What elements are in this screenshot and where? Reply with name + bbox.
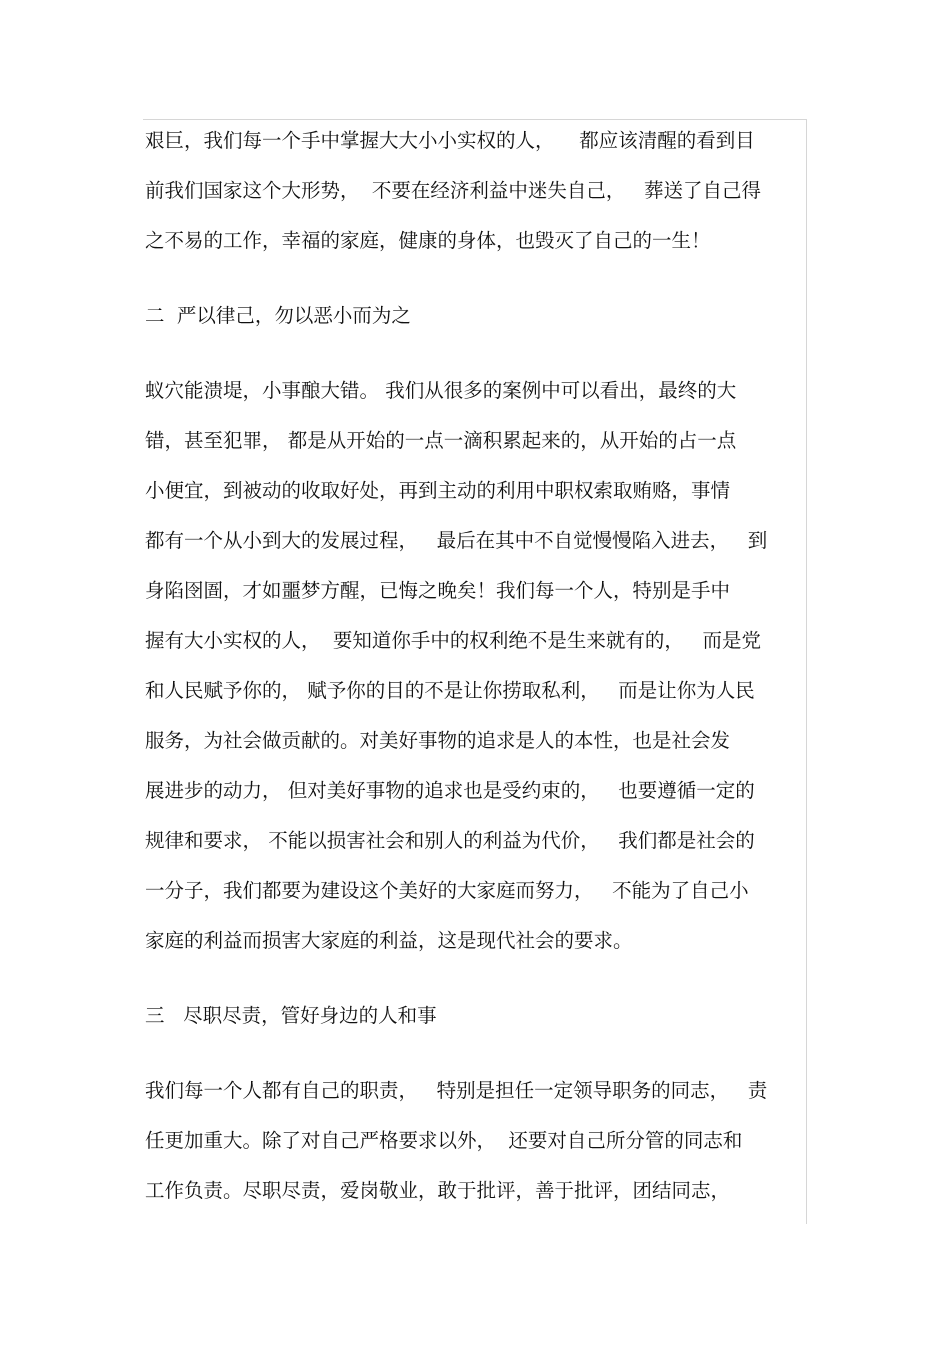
paragraph-line: 一分子，我们都要为建设这个美好的大家庭而努力， 不能为了自己小 (145, 879, 749, 902)
paragraph-line: 规律和要求， 不能以损害社会和别人的利益为代价， 我们都是社会的 (145, 829, 755, 852)
paragraph-line: 之不易的工作，幸福的家庭，健康的身体，也毁灭了自己的一生！ (145, 229, 711, 252)
paragraph-gap (145, 966, 807, 991)
paragraph-gap (145, 266, 807, 291)
paragraph-gap (145, 341, 807, 366)
paragraph-line: 都有一个从小到大的发展过程， 最后在其中不自觉慢慢陷入进去， 到 (145, 529, 768, 552)
paragraph-line: 任更加重大。除了对自己严格要求以外， 还要对自己所分管的同志和 (145, 1129, 743, 1152)
paragraph-line: 错，甚至犯罪， 都是从开始的一点一滴积累起来的，从开始的占一点 (145, 429, 737, 452)
paragraph-gap (145, 1041, 807, 1066)
paragraph-line: 和人民赋予你的， 赋予你的目的不是让你捞取私利， 而是让你为人民 (145, 679, 755, 702)
paragraph-line: 身陷囹圄，才如噩梦方醒，已悔之晚矣！我们每一个人，特别是手中 (145, 579, 731, 602)
paragraph-line: 家庭的利益而损害大家庭的利益，这是现代社会的要求。 (145, 929, 633, 952)
document-body (145, 116, 807, 1216)
paragraph-line: 蚁穴能溃堤，小事酿大错。 我们从很多的案例中可以看出，最终的大 (145, 379, 737, 402)
paragraph-3 (145, 1066, 807, 1216)
paragraph-line: 展进步的动力， 但对美好事物的追求也是受约束的， 也要遵循一定的 (145, 779, 755, 802)
paragraph-1 (145, 116, 807, 266)
paragraph-line: 工作负责。尽职尽责，爱岗敬业，敢于批评，善于批评，团结同志， (145, 1179, 731, 1202)
paragraph-line: 我们每一个人都有自己的职责， 特别是担任一定领导职务的同志， 责 (145, 1079, 768, 1102)
paragraph-2 (145, 366, 807, 966)
paragraph-line: 艰巨，我们每一个手中掌握大大小小实权的人， 都应该清醒的看到目 (145, 129, 755, 152)
paragraph-line: 前我们国家这个大形势， 不要在经济利益中迷失自己， 葬送了自己得 (145, 179, 761, 202)
section-heading-2: 二 严以律己，勿以恶小而为之 (145, 304, 411, 327)
paragraph-line: 服务，为社会做贡献的。对美好事物的追求是人的本性，也是社会发 (145, 729, 731, 752)
paragraph-line: 握有大小实权的人， 要知道你手中的权利绝不是生来就有的， 而是党 (145, 629, 761, 652)
paragraph-line: 小便宜，到被动的收取好处，再到主动的利用中职权索取贿赂，事情 (145, 479, 731, 502)
section-heading-3: 三 尽职尽责，管好身边的人和事 (145, 1004, 437, 1027)
